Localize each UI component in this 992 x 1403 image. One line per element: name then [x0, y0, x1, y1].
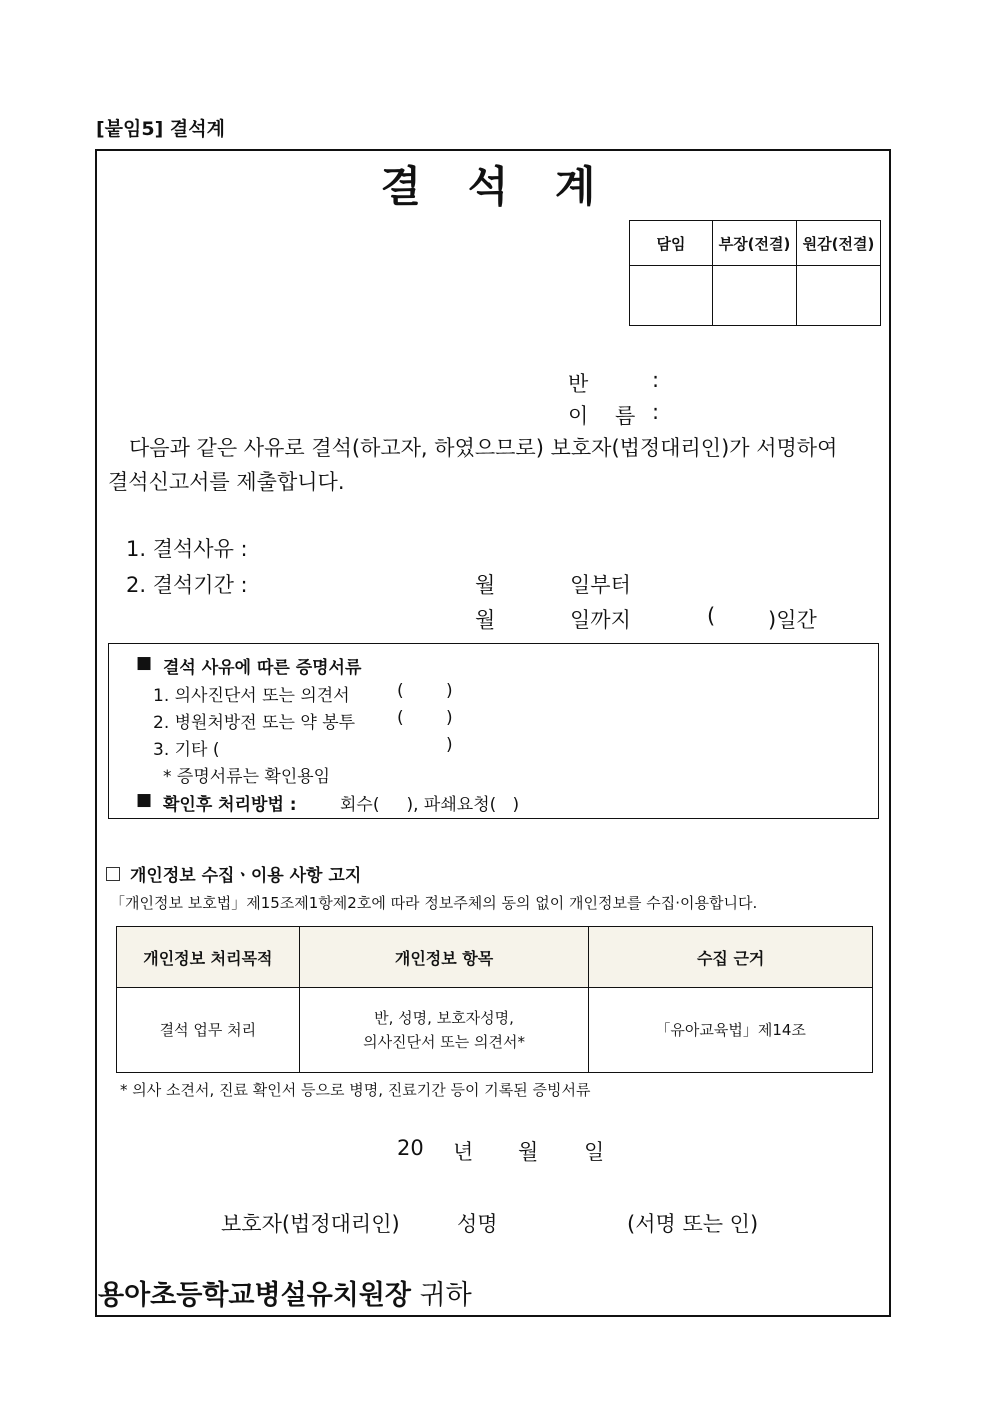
absence-reason-field[interactable] [270, 530, 870, 560]
method-label: 확인후 처리방법 : [163, 795, 297, 815]
privacy-checkbox[interactable] [106, 867, 120, 881]
recipient-org: 용아초등학교병설유치원장 [98, 1280, 411, 1311]
evidence-doc1-paren-close: ) [446, 681, 453, 701]
evidence-doc3: 3. 기타 ( [153, 740, 220, 760]
approval-header-homeroom: 담임 [630, 221, 713, 266]
date-year-label: 년 [453, 1140, 474, 1164]
end-month-label: 월 [475, 608, 496, 632]
class-colon: : [652, 368, 660, 392]
form-title: 결 석 계 [380, 162, 612, 211]
privacy-title [106, 861, 361, 886]
privacy-notice: 「개인정보 보호법」제15조제1항제2호에 따라 정보주체의 동의 없이 개인정보를 수집·이용합니다. [110, 894, 758, 912]
approval-table [629, 220, 881, 326]
method-bullet: ■ [136, 790, 153, 810]
evidence-doc1-paren-open: ( [397, 681, 404, 701]
end-day-label: 일까지 [570, 608, 631, 632]
start-month-label: 월 [475, 573, 496, 597]
start-day-label: 일부터 [570, 573, 631, 597]
privacy-col-items: 개인정보 항목 [299, 927, 589, 988]
days-paren-open: ( [707, 604, 716, 628]
privacy-footnote: * 의사 소견서, 진료 확인서 등으로 병명, 진료기간 등이 기록된 증빙서류 [120, 1081, 591, 1099]
recipient [98, 1273, 472, 1312]
days-count-label: )일간 [768, 608, 817, 632]
evidence-doc2-paren-close: ) [446, 708, 453, 728]
privacy-col-basis: 수집 근거 [589, 927, 873, 988]
class-field[interactable] [678, 366, 868, 394]
date-month-label: 월 [518, 1140, 539, 1164]
approval-stamp-vice-principal[interactable] [797, 266, 881, 326]
absence-period-label: 2. 결석기간 : [126, 573, 248, 597]
evidence-doc3-paren-close: ) [446, 735, 453, 755]
approval-header-head: 부장(전결) [713, 221, 797, 266]
privacy-title-text: 개인정보 수집ㆍ이용 사항 고지 [130, 866, 362, 886]
privacy-basis: 「유아교육법」제14조 [589, 988, 873, 1073]
guardian-label: 보호자(법정대리인) [221, 1212, 400, 1236]
evidence-heading-bullet: ■ [136, 653, 153, 673]
privacy-col-purpose: 개인정보 처리목적 [117, 927, 300, 988]
name-label: 이 름 [568, 404, 636, 428]
absence-reason-label: 1. 결석사유 : [126, 537, 248, 561]
date-day-label: 일 [584, 1140, 605, 1164]
signature-name-field[interactable] [520, 1206, 620, 1236]
evidence-doc2-paren-open: ( [397, 708, 404, 728]
name-field[interactable] [678, 398, 868, 426]
signature-seal-label: (서명 또는 인) [627, 1212, 759, 1236]
class-label: 반 [568, 372, 589, 396]
approval-stamp-homeroom[interactable] [630, 266, 713, 326]
evidence-note: * 증명서류는 확인용임 [163, 767, 331, 787]
table-row [117, 988, 873, 1073]
approval-stamp-head[interactable] [713, 266, 797, 326]
privacy-table [116, 926, 873, 1073]
privacy-purpose: 결석 업무 처리 [117, 988, 300, 1073]
statement-line1: 다음과 같은 사유로 결석(하고자, 하였으므로) 보호자(법정대리인)가 서명하여 [129, 436, 838, 460]
statement-line2: 결석신고서를 제출합니다. [108, 470, 345, 494]
privacy-items-line2: 의사진단서 또는 의견서* [363, 1033, 526, 1051]
signature-name-label: 성명 [457, 1212, 498, 1236]
approval-header-vice-principal: 원감(전결) [797, 221, 881, 266]
privacy-items [299, 988, 589, 1073]
method-options: 회수( ), 파쇄요청( ) [340, 795, 520, 815]
privacy-items-line1: 반, 성명, 보호자성명, [374, 1009, 514, 1027]
recipient-suffix: 귀하 [419, 1280, 472, 1311]
name-colon: : [652, 400, 660, 424]
evidence-heading: 결석 사유에 따른 증명서류 [163, 658, 362, 678]
date-year-prefix: 20 [397, 1136, 424, 1160]
evidence-doc1: 1. 의사진단서 또는 의견서 [153, 686, 350, 706]
attachment-label: [붙임5] 결석계 [96, 118, 225, 140]
evidence-doc2: 2. 병원처방전 또는 약 봉투 [153, 713, 356, 733]
